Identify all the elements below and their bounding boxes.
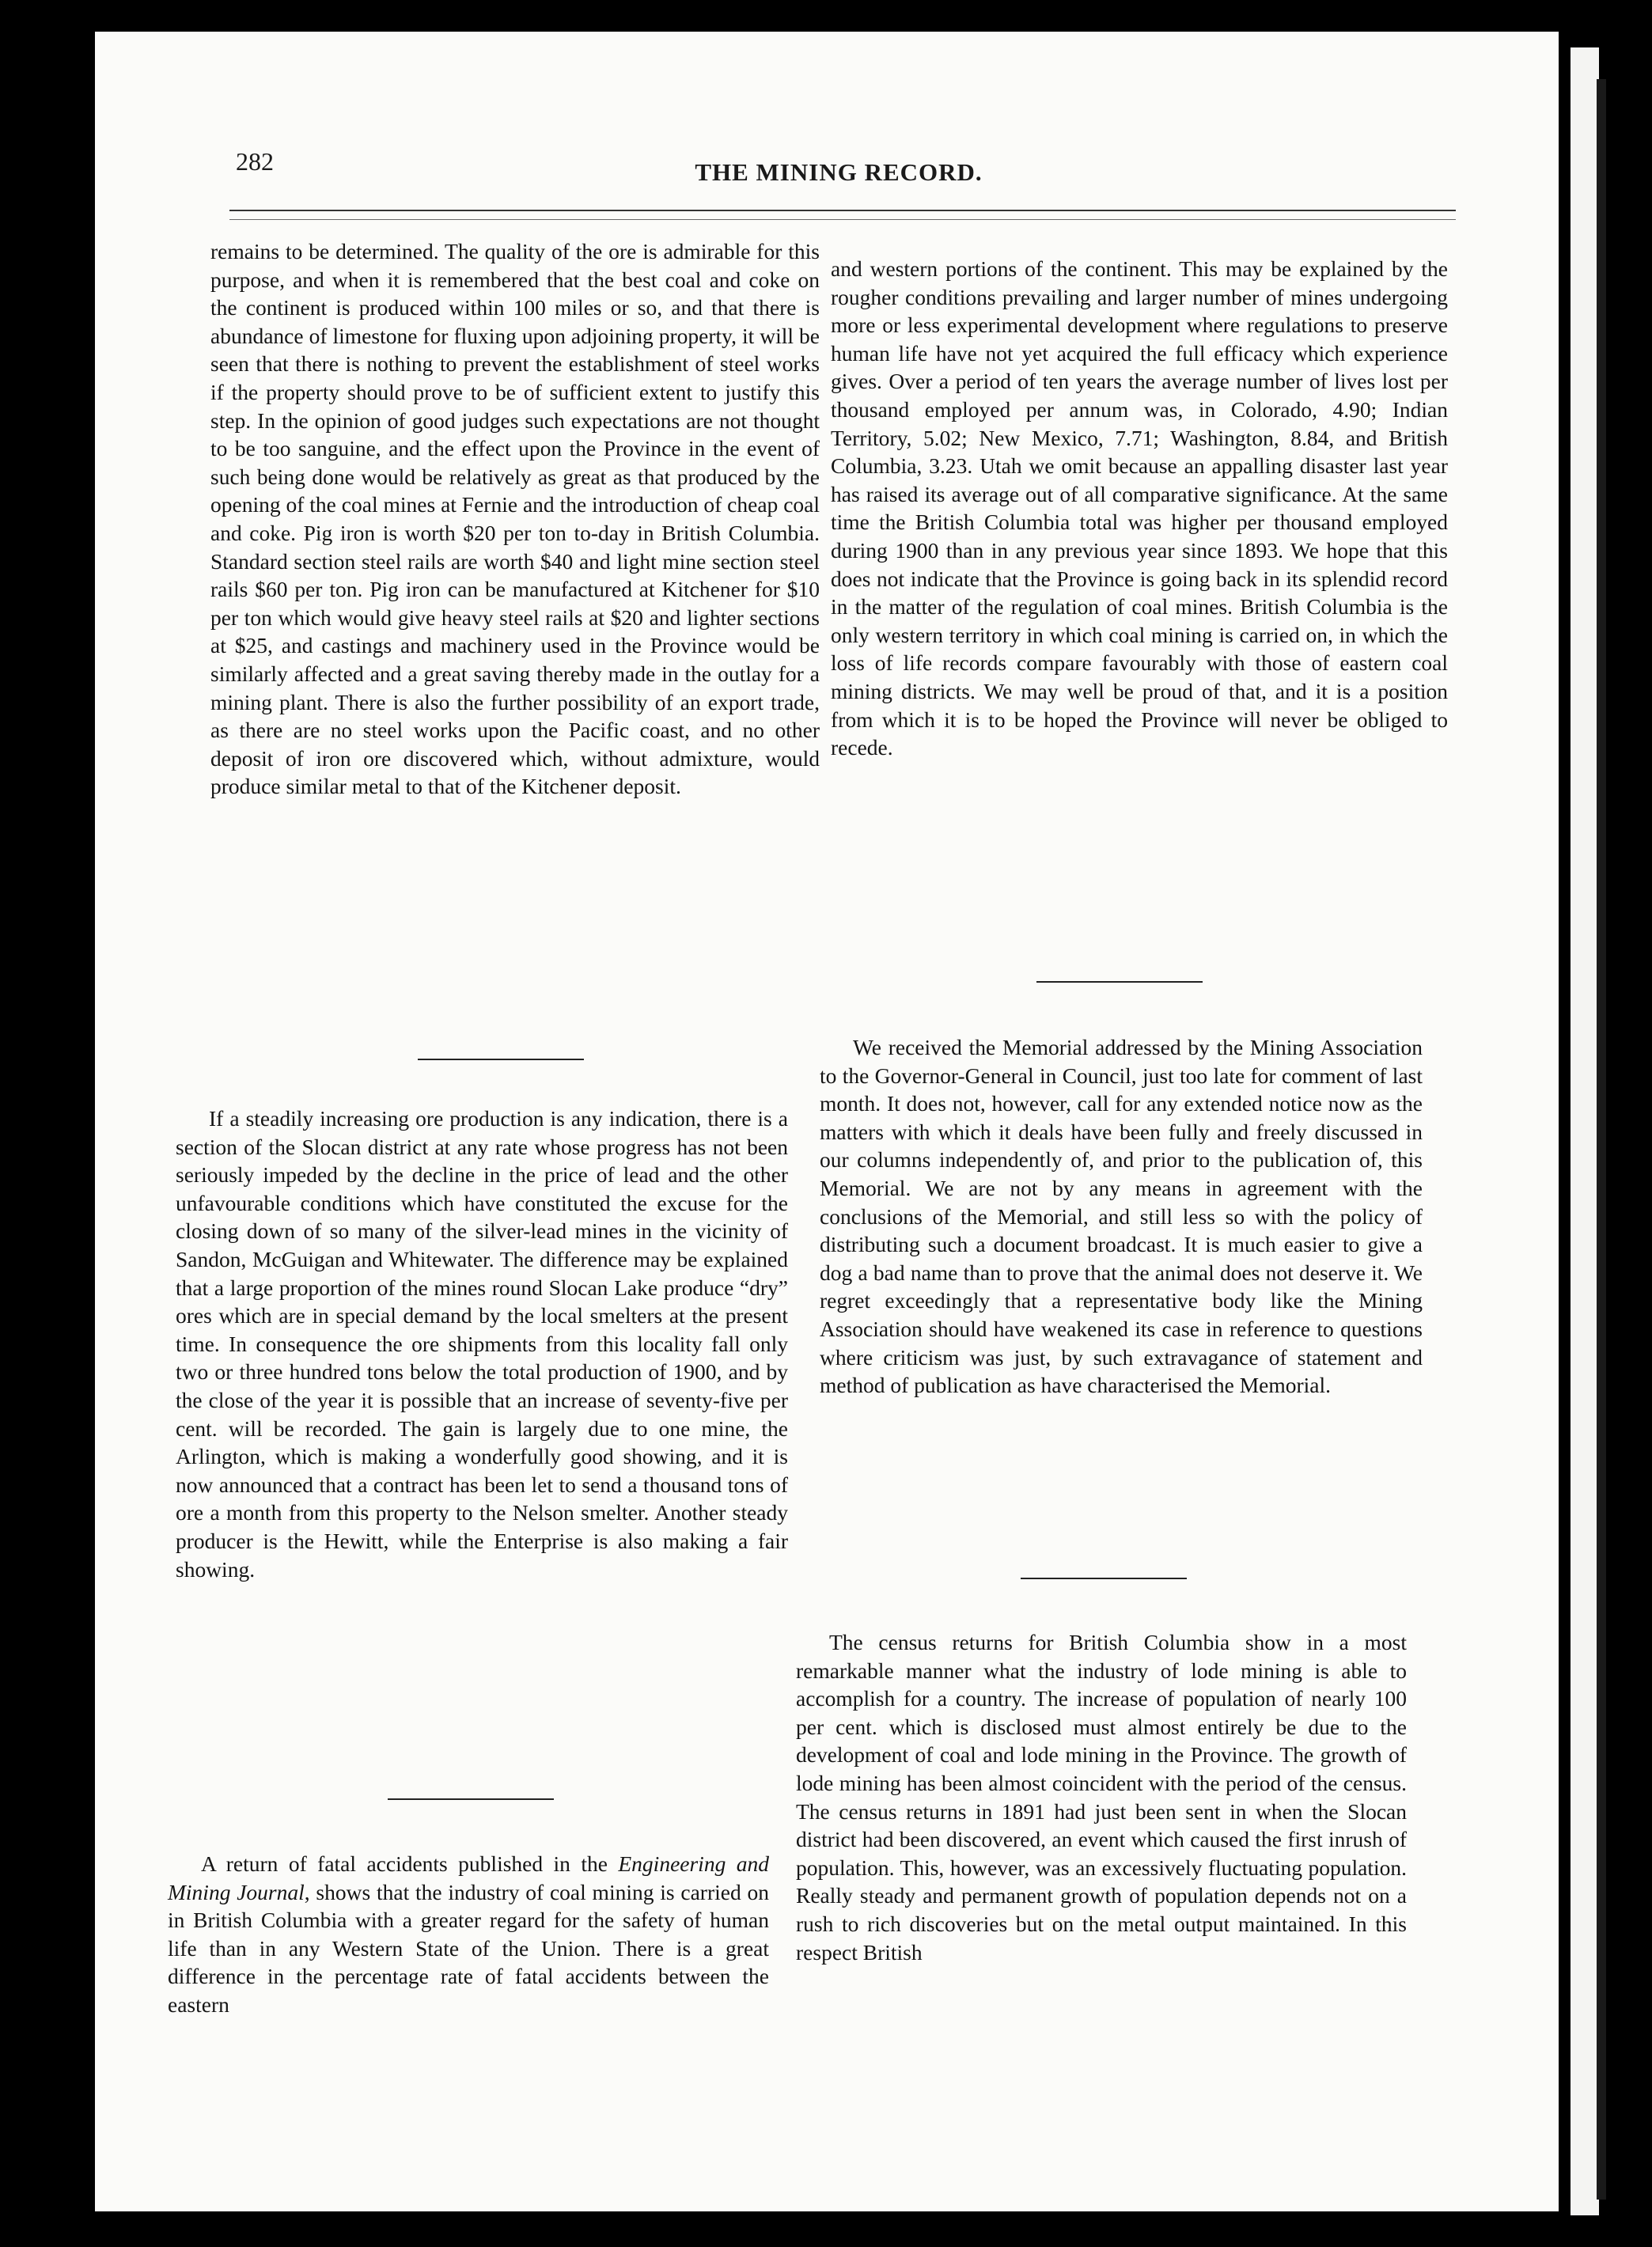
accidents-text-rest: , shows that the industry of coal mining is carried on in British Columbia with a greater regard for the safety of human life than in any Western State of the Union. There is a great difference in the percentage rate of fatal accidents between the eastern xyxy=(168,1879,769,2017)
section-separator xyxy=(388,1798,554,1800)
slocan-article xyxy=(176,1105,788,1583)
next-page-edge xyxy=(1571,47,1599,2215)
header-rule xyxy=(229,210,1456,220)
left-column-continued-article xyxy=(210,237,820,801)
slocan-paragraph: If a steadily increasing ore production is any indication, there is a section of the Slocan district at any rate whose progress has not been seriously impeded by the decline in the price of lead and the other unfavourable conditions which have constituted the excuse for the closing down of so many of the silver-lead mines in the vicinity of Sandon, McGuigan and Whitewater. The difference may be explained that a large proportion of the mines round Slocan Lake produce “dry” ores which are in special demand by the local smelters at the present time. In consequence the ore shipments from this locality fall only two or three hundred tons below the total production of 1900, and by the close of the year it is possible that an increase of seventy-five per cent. will be recorded. The gain is largely due to one mine, the Arlington, which is making a wonderfully good showing, and it is now announced that a contract has been let to send a thousand tons of ore a month from this property to the Nelson smelter. Another steady producer is the Hewitt, while the Enterprise is also making a fair showing. xyxy=(176,1106,788,1582)
running-head: THE MINING RECORD. xyxy=(695,158,983,186)
memorial-paragraph: We received the Memorial addressed by the Mining Association to the Governor-General in Council, just too late for comment of last month. It does not, however, call for any extended notice now as the matters with which it deals have been fully and freely discussed in our columns independently of, and prior to the publication of, this Memorial. We are not by any means in agreement with the conclusions of the Memorial, and still less so with the policy of distributing such a document broadcast. It is much easier to give a dog a bad name than to prove that the animal does not deserve it. We regret exceedingly that a representative body like the Mining Association should have weakened its case in reference to questions where criticism was just, by such extravagance of statement and method of publication as have characterised the Memorial. xyxy=(820,1035,1423,1398)
section-separator xyxy=(1021,1578,1187,1579)
accidents-continued-paragraph: and western portions of the continent. This may be explained by the rougher conditions prevailing and larger number of mines undergoing more or less experimental development where regulations to preserve human life have not yet acquired the full efficacy which experience gives. Over a period of ten years the average number of lives lost per thousand employed per annum was, in Colorado, 4.90; Indian Territory, 5.02; New Mexico, 7.71; Washington, 8.84, and British Columbia, 3.23. Utah we omit because an appalling disaster last year has raised its average out of all comparative significance. At the same time the British Columbia total was higher per thousand employed during 1900 than in any previous year since 1893. We hope that this does not indicate that the Province is going back in its splendid record in the matter of the regulation of coal mines. British Columbia is the only western territory in which coal mining is carried on, in which the loss of life records compare favourably with those of eastern coal mining districts. We may well be proud of that, and it is a position from which it is to be hoped the Province will never be obliged to recede. xyxy=(831,256,1448,760)
census-article xyxy=(796,1628,1407,1966)
census-paragraph: The census returns for British Columbia show in a most remarkable manner what the industry of lode mining is able to accomplish for a country. The increase of population of nearly 100 per cent. which is disclosed must almost entirely be due to the development of coal and lode mining in the Province. The growth of lode mining has been almost coincident with the period of the census. The census returns in 1891 had just been sent in when the Slocan district had been discovered, an event which caused the first inrush of population. This, however, was an excessively fluctuating population. Really steady and permanent growth of population depends not on a rush to rich discoveries but on the metal output maintained. In this respect British xyxy=(796,1630,1407,1965)
accidents-paragraph xyxy=(168,1850,769,2019)
kitchener-iron-paragraph: remains to be determined. The quality of the ore is admirable for this purpose, and when it is remembered that the best coal and coke on the continent is produced within 100 miles or so, and that there is abundance of limestone for fluxing upon adjoining property, it will be seen that there is nothing to prevent the establishment of steel works if the property should prove to be of sufficient extent to justify this step. In the opinion of good judges such expectations are not thought to be too sanguine, and the effect upon the Province in the event of such being done would be relatively as great as that produced by the opening of the coal mines at Fernie and the introduction of cheap coal and coke. Pig iron is worth $20 per ton to-day in British Columbia. Standard section steel rails are worth $40 and light mine section steel rails $60 per ton. Pig iron can be manufactured at Kitchener for $10 per ton which would give heavy steel rails at $20 and lighter sections at $25, and castings and machinery used in the Province would be similarly affected and a great saving thereby made in the outlay for a mining plant. There is also the further possibility of an export trade, as there are no steel works upon the Pacific coast, and no other deposit of iron ore discovered which, without admixture, would produce similar metal to that of the Kitchener deposit. xyxy=(210,239,820,799)
accidents-article xyxy=(168,1850,769,2019)
memorial-article xyxy=(820,1033,1423,1400)
journal-title: Engineering and Mining Journal xyxy=(168,1851,769,1904)
right-column-accidents-continued xyxy=(831,255,1448,762)
section-separator xyxy=(1036,981,1203,983)
page-number: 282 xyxy=(236,147,274,176)
accidents-text-lead: A return of fatal accidents published in the xyxy=(201,1851,619,1876)
section-separator xyxy=(418,1059,584,1060)
page-gutter-shadow xyxy=(1597,79,1606,2200)
